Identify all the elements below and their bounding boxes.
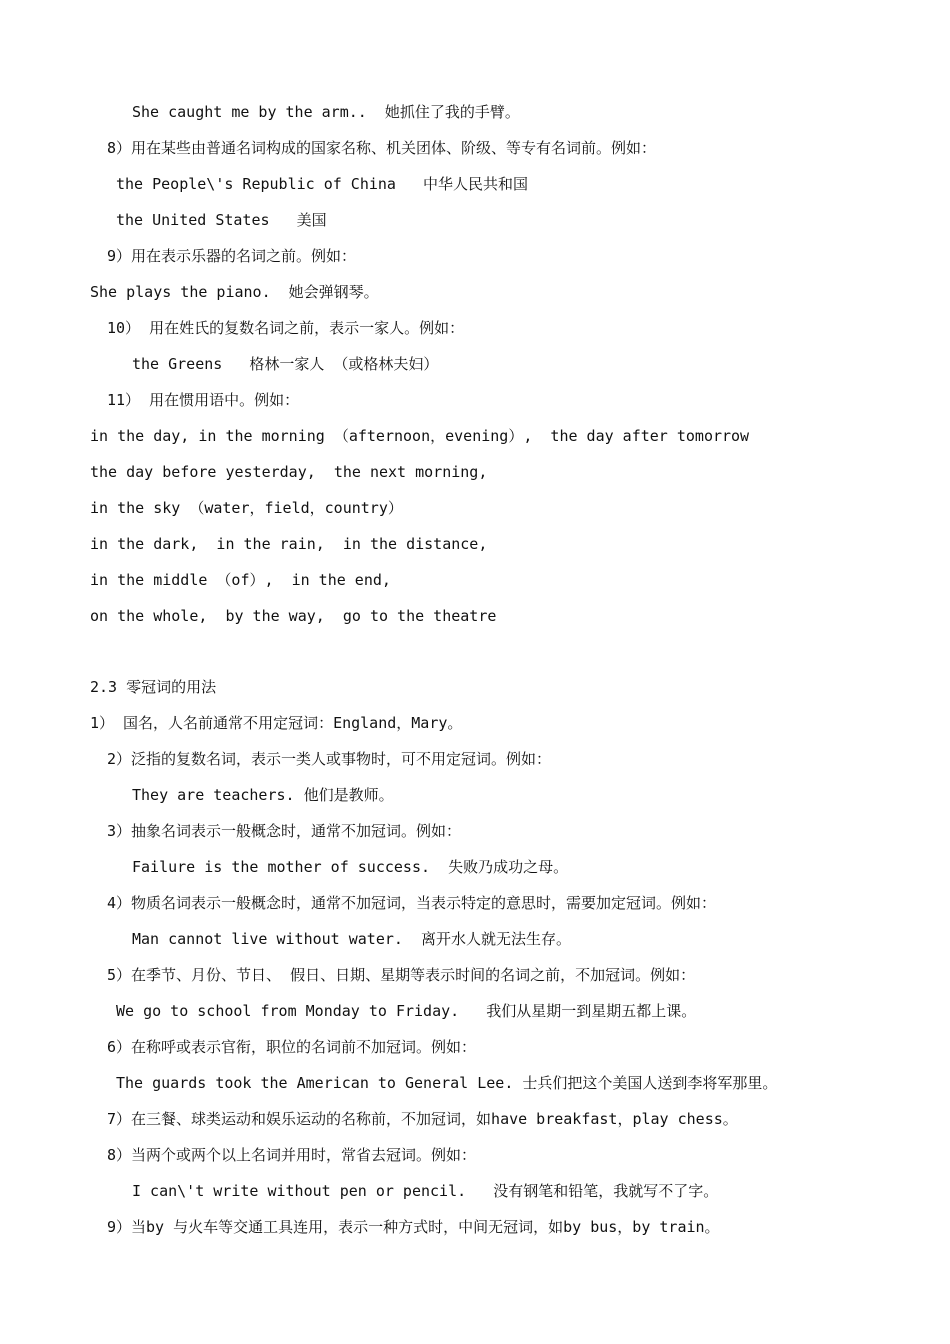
section-heading: 2.3 零冠词的用法 bbox=[90, 678, 217, 696]
text-line-4: the United States 美国 bbox=[116, 211, 327, 229]
text-line-27: The guards took the American to General Lee. 士兵们把这个美国人送到李将军那里。 bbox=[116, 1074, 778, 1092]
text-line-2: 8）用在某些由普通名词构成的国家名称、机关团体、阶级、等专有名词前。例如： bbox=[107, 139, 657, 157]
text-line-8: the Greens 格林一家人 （或格林夫妇） bbox=[132, 355, 439, 373]
text-line-10: in the day, in the morning （afternoon，evening）, the day after tomorrow bbox=[90, 427, 750, 445]
text-line-19: They are teachers. 他们是教师。 bbox=[132, 786, 394, 804]
text-line-17: 1） 国名，人名前通常不用定冠词：England，Mary。 bbox=[90, 714, 463, 732]
text-line-30: I can\'t write without pen or pencil. 没有钢笔和铅笔，我就写不了字。 bbox=[132, 1182, 719, 1200]
text-line-25: We go to school from Monday to Friday. 我们从星期一到星期五都上课。 bbox=[116, 1002, 697, 1020]
text-line-15: on the whole, by the way, go to the theatre bbox=[90, 607, 497, 625]
text-line-18: 2）泛指的复数名词，表示一类人或事物时，可不用定冠词。例如： bbox=[107, 750, 552, 768]
text-line-13: in the dark, in the rain, in the distance, bbox=[90, 535, 488, 553]
text-line-7: 10） 用在姓氏的复数名词之前，表示一家人。例如： bbox=[107, 319, 465, 337]
text-line-11: the day before yesterday, the next morning, bbox=[90, 463, 488, 481]
text-line-14: in the middle （of）, in the end, bbox=[90, 571, 391, 589]
text-line-24: 5）在季节、月份、节日、 假日、日期、星期等表示时间的名词之前，不加冠词。例如： bbox=[107, 966, 696, 984]
text-line-9: 11） 用在惯用语中。例如： bbox=[107, 391, 300, 409]
text-line-21: Failure is the mother of success. 失败乃成功之母。 bbox=[132, 858, 569, 876]
text-line-31: 9）当by 与火车等交通工具连用，表示一种方式时，中间无冠词，如by bus，by train。 bbox=[107, 1218, 720, 1236]
text-line-3: the People\'s Republic of China 中华人民共和国 bbox=[116, 175, 529, 193]
text-line-29: 8）当两个或两个以上名词并用时，常省去冠词。例如： bbox=[107, 1146, 477, 1164]
text-line-28: 7）在三餐、球类运动和娱乐运动的名称前，不加冠词，如have breakfast，play chess。 bbox=[107, 1110, 738, 1128]
text-line-23: Man cannot live without water. 离开水人就无法生存。 bbox=[132, 930, 571, 948]
text-line-20: 3）抽象名词表示一般概念时，通常不加冠词。例如： bbox=[107, 822, 462, 840]
text-line-6: She plays the piano. 她会弹钢琴。 bbox=[90, 283, 379, 301]
text-line-22: 4）物质名词表示一般概念时，通常不加冠词，当表示特定的意思时，需要加定冠词。例如： bbox=[107, 894, 717, 912]
text-line-26: 6）在称呼或表示官衔，职位的名词前不加冠词。例如： bbox=[107, 1038, 477, 1056]
text-line-5: 9）用在表示乐器的名词之前。例如： bbox=[107, 247, 357, 265]
text-line-12: in the sky （water，field，country） bbox=[90, 499, 403, 517]
text-line-1: She caught me by the arm.. 她抓住了我的手臂。 bbox=[132, 103, 520, 121]
